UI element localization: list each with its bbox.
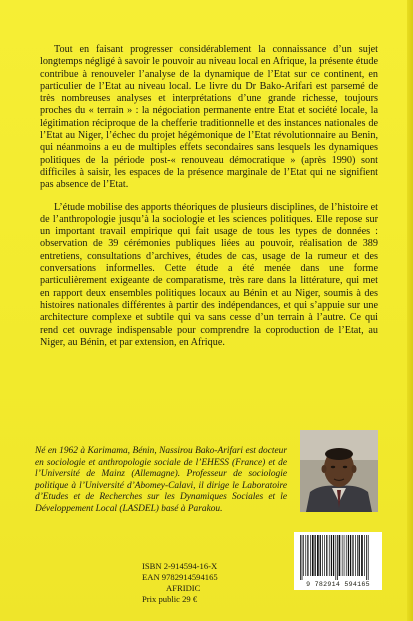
barcode-bar xyxy=(357,535,358,576)
barcode-bar xyxy=(312,535,314,576)
barcode-bar xyxy=(352,535,353,576)
author-bio-text: Né en 1962 à Karimama, Bénin, Nassirou Bako-Arifari est docteur en sociologie et anthropologie sociale de l’EHESS (France) et de l’Université de Mainz (Allemagne). Professeur de sociologie politique à l’Université d’Abomey-Calavi, il dirige le Laboratoire d’Etudes et de Recherches sur les Dynamiques Sociales et le Développement Local (LASDEL) basé à Parakou. xyxy=(35,446,287,514)
barcode-bar xyxy=(342,535,343,576)
barcode-bar xyxy=(310,535,311,576)
barcode-bar xyxy=(303,535,304,576)
cover-edge xyxy=(407,0,413,621)
blurb-paragraph-1: Tout en faisant progresser considérablement la connaissance d’un sujet longtemps négligé à savoir le pouvoir au niveau local en Afrique, la présente étude contribue à renouveler l’analyse de la dynamique de l’Etat sur ce continent, en particulier de l’Etat au niveau local. Le livre du Dr Bako-Arifari est parsemé de très nombreuses analyses et interprétations d’une grande richesse, toujours proches du « terrain » : la négociation permanente entre Etat et société locale, la légitimation réciproque de la chefferie traditionnelle et des instances nationales de l’Etat au Niger, l’échec du projet hégémonique de l’Etat révolutionnaire au Benin, qui néanmoins a eu de multiples effets secondaires sans lesquels les dynamiques politiques de la période post-« renouveau démocratique » (après 1990) sont difficiles à saisir, les espaces de la présence marginale de l’Etat qui ne signifient pas absence de l’Etat. xyxy=(40,44,378,191)
barcode-bar xyxy=(322,535,323,576)
barcode-bar xyxy=(366,535,367,580)
author-photo xyxy=(300,430,378,512)
barcode-bar xyxy=(337,535,338,580)
barcode-bar xyxy=(317,535,319,576)
barcode-bar xyxy=(300,535,301,580)
publisher-name: AFRIDIC xyxy=(166,583,201,593)
barcode-bar xyxy=(335,535,336,580)
author-bio xyxy=(35,446,287,516)
isbn-text: ISBN 2-914594-16-X xyxy=(142,561,218,571)
ean-barcode xyxy=(294,532,382,590)
barcode-bar xyxy=(348,535,349,576)
barcode-bar xyxy=(339,535,341,576)
barcode-bar xyxy=(368,535,369,580)
barcode-bar xyxy=(361,535,363,576)
barcode-bar xyxy=(320,535,321,576)
barcode-bar xyxy=(350,535,351,576)
back-cover-blurb xyxy=(40,44,378,359)
barcode-bar xyxy=(333,535,334,576)
barcode-bar xyxy=(364,535,365,576)
price-text: Prix public 29 € xyxy=(142,594,198,604)
barcode-bar xyxy=(302,535,303,580)
author-portrait-image xyxy=(300,430,378,512)
barcode-bar xyxy=(307,535,308,576)
barcode-number: 9 782914 594165 xyxy=(306,581,370,588)
barcode-bar xyxy=(329,535,330,576)
ean-text: EAN 9782914594165 xyxy=(142,572,218,582)
barcode-bar xyxy=(315,535,316,576)
book-metadata xyxy=(142,561,252,605)
barcode-bar xyxy=(326,535,327,576)
barcode-bar xyxy=(324,535,325,576)
barcode-bar xyxy=(359,535,360,576)
barcode-bar xyxy=(346,535,347,576)
barcode-bar xyxy=(355,535,356,576)
blurb-paragraph-2: L’étude mobilise des apports théoriques de plusieurs disciplines, de l’histoire et de l’anthropologie jusqu’à la sociologie et les sciences politiques. Elle repose sur un important travail empirique qui fait usage de tous les types de données : observation de 39 cérémonies publiques liées au pouvoir, réalisation de 389 entretiens, consultations d’archives, études de cas, usage de la rumeur et des conversations informelles. Cette étude a été menée dans une forme particulièrement exigeante de comparatisme, très rare dans la littérature, qui met en rapport deux ensembles politiques locaux au Bénin et au Niger, soumis à des histoires nationales différentes à partir des indépendances, et qui s’appuie sur une architecture complexe et subtile qui va sans cesse d’un terrain à l’autre. Ce qui rend cet ouvrage indispensable pour comprendre la coproduction de l’Etat, au Niger, au Bénin, et par extension, en Afrique. xyxy=(40,201,378,348)
barcode-bar xyxy=(331,535,332,576)
barcode-bars xyxy=(294,532,382,580)
barcode-bar xyxy=(305,535,306,576)
barcode-bar xyxy=(344,535,345,576)
